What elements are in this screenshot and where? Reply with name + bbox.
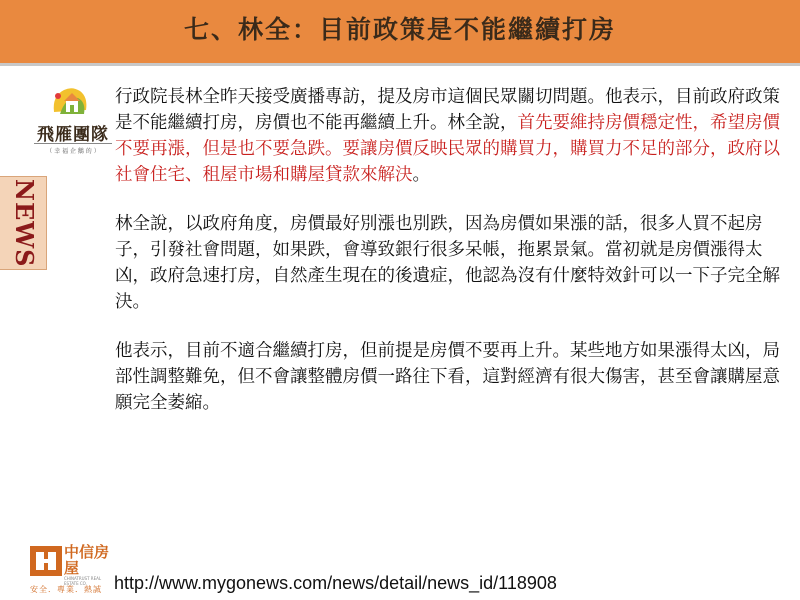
company-logo-tagline: 安全．專業．熱誠 xyxy=(30,585,102,594)
news-tab xyxy=(0,176,47,270)
team-logo xyxy=(28,80,118,160)
company-logo-en: CHINATRUST REAL ESTATE CO. xyxy=(64,576,102,586)
article-body xyxy=(115,84,787,439)
article-paragraph-2: 林全說，以政府角度，房價最好別漲也別跌，因為房價如果漲的話，很多人買不起房子，引發社會問題，如果跌，會導致銀行很多呆帳，拖累景氣。當初就是房價漲得太凶，政府急速打房，自然產生現在的後遺症，他認為沒有什麼特效針可以一下子完全解決。 xyxy=(115,214,780,312)
page-title: 七、林全：目前政策是不能繼續打房 xyxy=(183,15,616,44)
p1-text: 行政院長林全昨天接受廣播專訪，提及房市這個民眾關切問題。他表示，目前政府政策是不能繼續打房，房價也不能再繼續上升。林全說， xyxy=(115,87,780,133)
company-logo-icon xyxy=(30,546,62,576)
company-logo xyxy=(30,544,112,596)
p1-end: 。 xyxy=(412,165,430,185)
news-label: NEWS xyxy=(10,179,39,268)
p1-highlight: 首先要維持房價穩定性，希望房價不要再漲，但是也不要急跌。要讓房價反映民眾的購買力，購買力不足的部分，政府以社會住宅、租屋市場和購屋貸款來解決 xyxy=(115,113,780,185)
title-bar xyxy=(0,0,800,66)
source-url[interactable]: http://www.mygonews.com/news/detail/news_id/118908 xyxy=(114,573,557,593)
house-icon xyxy=(50,82,90,120)
team-logo-name: 飛雁團隊 xyxy=(37,125,109,145)
team-logo-subtitle: （ 幸 福 企 鵝 的 ） xyxy=(34,143,112,155)
article-paragraph-3: 他表示，目前不適合繼續打房，但前提是房價不要再上升。某些地方如果漲得太凶，局部性調整難免，但不會讓整體房價一路往下看，這對經濟有很大傷害，甚至會讓購屋意願完全萎縮。 xyxy=(115,341,780,413)
article-paragraph-1 xyxy=(115,84,787,188)
company-logo-name: 中信房屋 xyxy=(64,543,110,577)
